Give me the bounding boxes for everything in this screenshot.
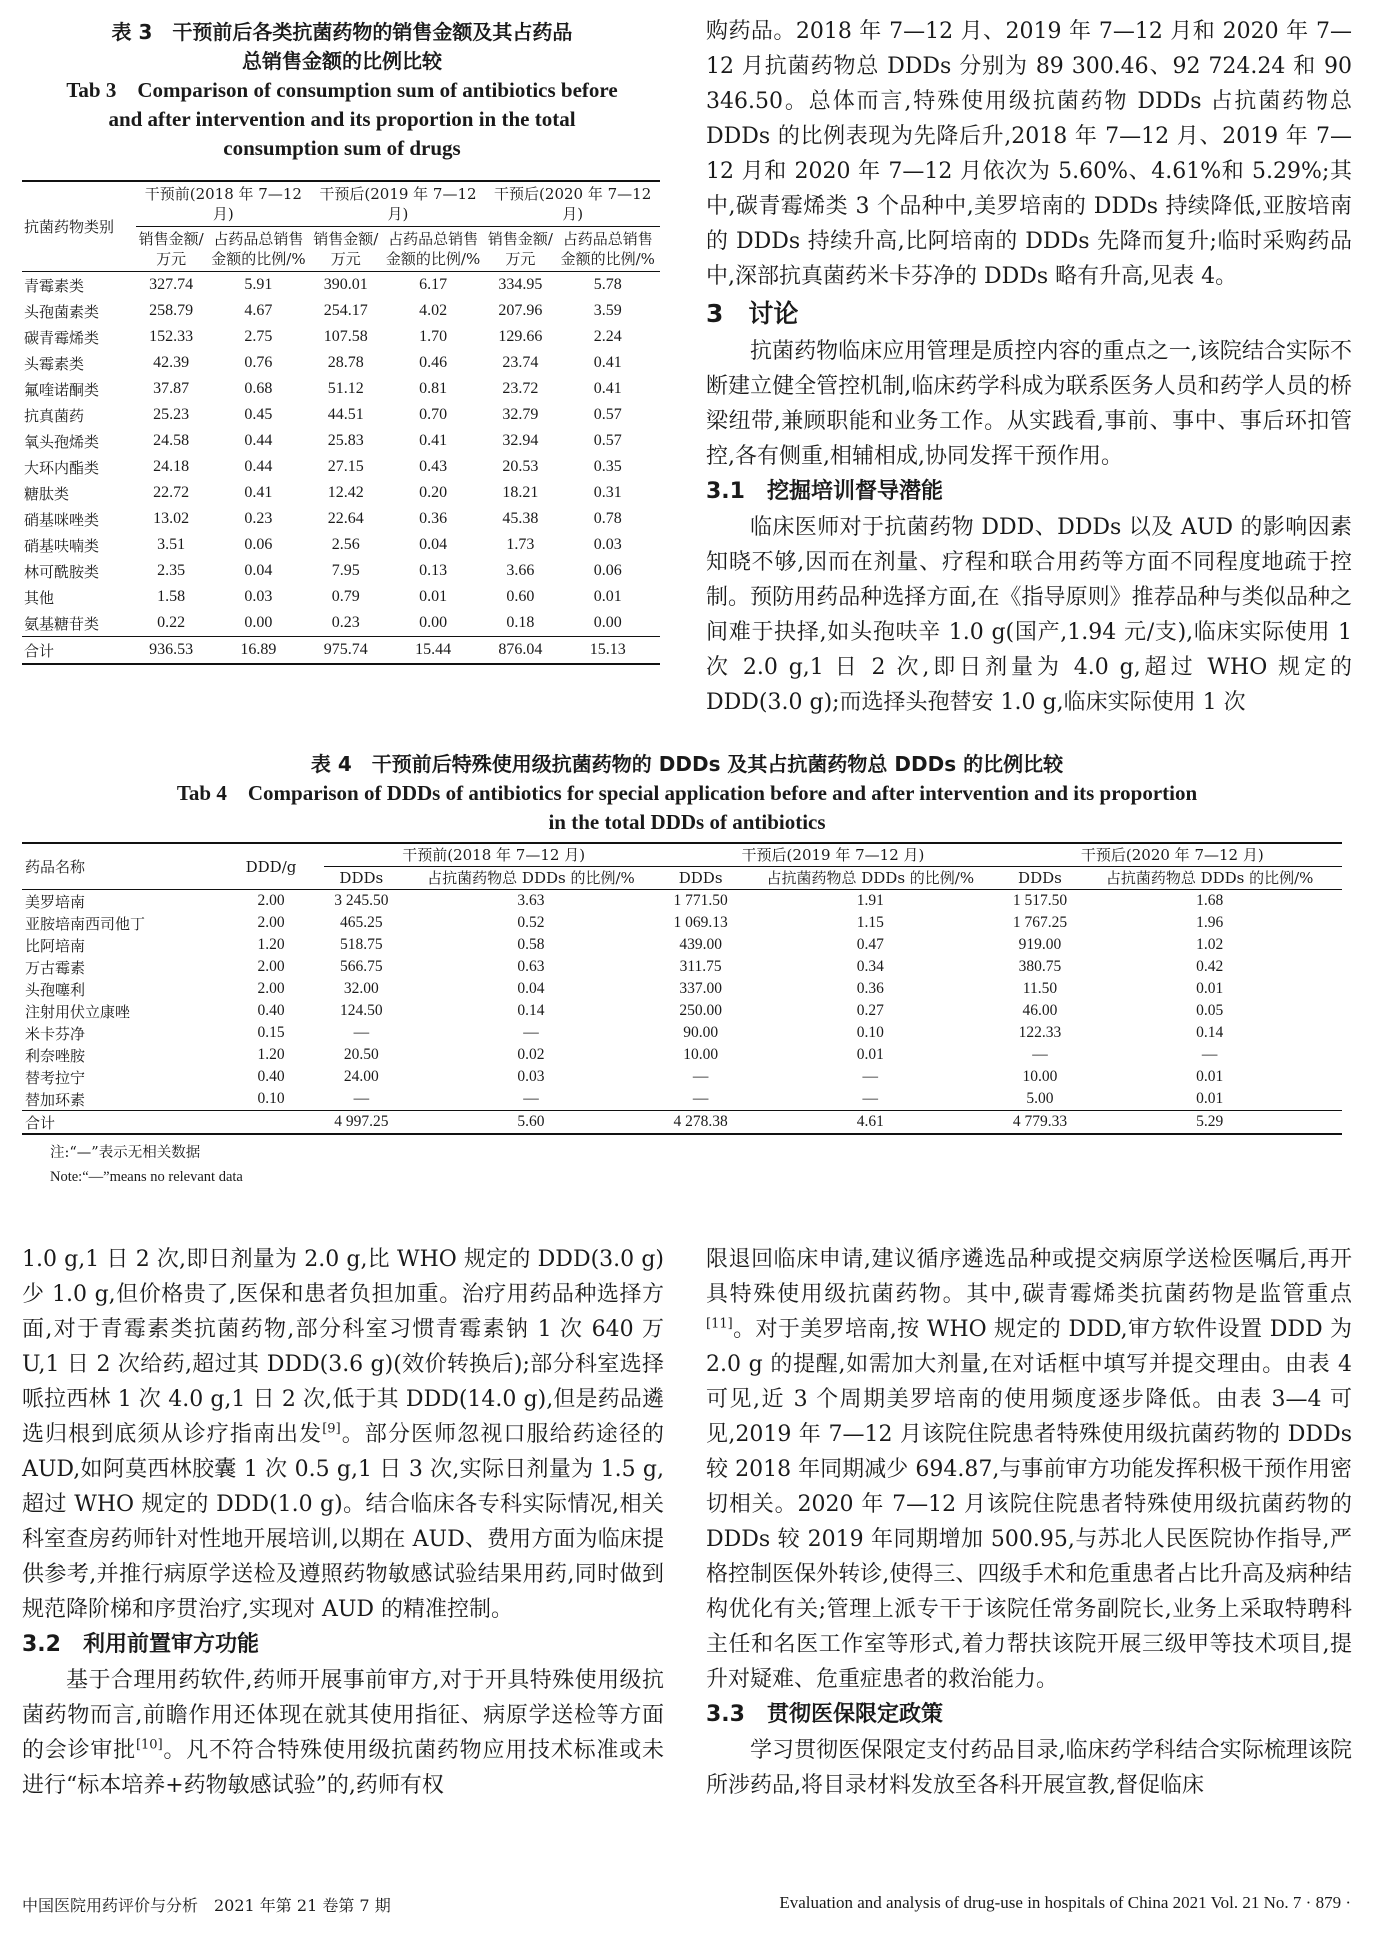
table-row (22, 272, 660, 299)
table-cell: 0.03 (593, 536, 622, 553)
table3-caption (22, 18, 662, 163)
table4-note-zh: 注:“—”表示无相关数据 (50, 1145, 201, 1161)
table-cell: — (523, 1090, 539, 1107)
table3-caption-zh-2: 总销售金额的比例比较 (242, 49, 442, 73)
table-cell: 37.87 (153, 380, 190, 397)
row-label: 注射用伏立康唑 (25, 1002, 131, 1021)
table-cell: 12.42 (327, 484, 364, 501)
row-label: 氟喹诺酮类 (24, 380, 100, 399)
section-heading-3-1: 3.1 挖掘培训督导潜能 (706, 479, 943, 504)
table-cell: 327.74 (149, 276, 194, 293)
table3 (22, 180, 660, 665)
table-cell: 0.46 (419, 354, 448, 371)
table4-header-ratio: 占抗菌药物总 DDDs 的比例/% (1105, 869, 1314, 887)
table-cell: 2.24 (593, 328, 622, 345)
table-cell: 1.02 (1196, 936, 1224, 953)
row-label: 其他 (24, 588, 55, 607)
table-row (22, 480, 660, 506)
row-label: 头霉素类 (24, 354, 85, 373)
row-label: 米卡芬净 (25, 1024, 86, 1043)
table-cell: 124.50 (340, 1002, 383, 1019)
table-cell: 0.70 (419, 406, 448, 423)
table-cell: 11.50 (1022, 980, 1058, 997)
table-cell: — (353, 1024, 370, 1041)
table-cell: 1.15 (856, 914, 884, 931)
table-cell: 0.52 (517, 914, 545, 931)
table-cell: 1.20 (257, 936, 285, 953)
table-cell: 0.44 (244, 432, 273, 449)
table-cell: 23.72 (502, 380, 539, 397)
table-cell: 0.68 (244, 380, 273, 397)
table-cell: 2.35 (157, 562, 186, 579)
table4-header-ratio: 占抗菌药物总 DDDs 的比例/% (427, 869, 635, 887)
table-row (22, 298, 660, 324)
table-cell: 0.04 (517, 980, 545, 997)
row-label: 碳青霉烯类 (24, 328, 100, 347)
table-cell: 32.94 (502, 432, 539, 449)
table3-header-amount: 销售金额/万元 (487, 230, 553, 268)
table-row (22, 428, 660, 454)
paragraph: 临床医师对于抗菌药物 DDD、DDDs 以及 AUD 的影响因素知晓不够,因而在剂量、疗程和联合用药等方面不同程度地疏于控制。预防用药品种选择方面,在《指导原则》推荐品种与类似品种之间难于抉择,如头孢呋辛 1.0 g(国产,1.94 元/支),临床实际使用 1 次 2.0 g,1 日 2 次,即日剂量为 4.0 g,超过 WHO 规定的 DDD(3.0 g);而选择头孢替安 1.0 g,临床实际使用 1 次 (706, 515, 1352, 715)
left-column-bottom (22, 1242, 664, 1803)
table-cell: 5.60 (517, 1113, 545, 1130)
row-label: 合计 (24, 641, 55, 660)
table-cell: 876.04 (498, 641, 543, 658)
table-cell: 1.68 (1196, 892, 1224, 909)
table-cell: 0.57 (593, 432, 622, 449)
table-cell: 975.74 (323, 641, 368, 658)
section-heading-3: 3 讨论 (706, 299, 799, 328)
citation-9[interactable]: [9] (322, 1421, 341, 1437)
table-cell: 24.00 (343, 1068, 379, 1085)
table-row (22, 506, 660, 532)
table3-caption-en-3: consumption sum of drugs (223, 136, 461, 160)
table-cell: 24.18 (153, 458, 190, 475)
table-cell: 90.00 (683, 1024, 719, 1041)
table-cell: 0.06 (593, 562, 622, 579)
table3-caption-en-2: and after intervention and its proportion in the total (108, 107, 576, 131)
table-cell: 0.35 (593, 458, 622, 475)
table-cell: 0.40 (257, 1068, 285, 1085)
table-cell: 0.00 (593, 614, 622, 631)
table-cell: 0.01 (593, 588, 622, 605)
table-cell: — (1201, 1046, 1218, 1063)
paragraph-text: 。凡不符合特殊使用级抗菌药物应用技术标准或未进行“标本培养+药物敏感试验”的,药师有权 (22, 1738, 664, 1798)
table-cell: 0.01 (1196, 980, 1224, 997)
table-cell: 0.31 (593, 484, 622, 501)
table4-header-ratio: 占抗菌药物总 DDDs 的比例/% (766, 869, 975, 887)
table-cell: 2.00 (257, 958, 285, 975)
row-label: 林可酰胺类 (24, 562, 100, 581)
table-row (22, 934, 1342, 956)
table-cell: 390.01 (323, 276, 368, 293)
table-cell: 0.00 (244, 614, 273, 631)
paragraph (22, 1663, 664, 1803)
table3-caption-en-1: Tab 3 Comparison of consumption sum of antibiotics before (66, 78, 618, 102)
table-cell: 6.17 (419, 276, 448, 293)
row-label: 亚胺培南西司他丁 (25, 914, 146, 933)
paragraph: 购药品。2018 年 7—12 月、2019 年 7—12 月和 2020 年 7—12 月抗菌药物总 DDDs 分别为 89 300.46、92 724.24 和 90 346.50。总体而言,特殊使用级抗菌药物 DDDs 占抗菌药物总 DDDs 的比例表现为先降后升,2018 年 7—12 月、2019 年 7—12 月和 2020 年 7—12 月依次为 5.60%、4.61%和 5.29%;其中,碳青霉烯类 3 个品种中,美罗培南的 DDDs 持续降低,亚胺培南的 DDDs 持续升高,比阿培南的 DDDs 先降而复升;临时采购药品中,深部抗真菌药米卡芬净的 DDDs 略有升高,见表 4。 (706, 19, 1352, 289)
table-cell: 0.06 (244, 536, 273, 553)
table-cell: 0.43 (419, 458, 448, 475)
table4-header-period-1: 干预前(2018 年 7—12 月) (324, 843, 663, 867)
table4-header-ddds: DDDs (678, 869, 723, 887)
table-cell: 4 779.33 (1012, 1113, 1068, 1130)
table4 (22, 842, 1342, 1189)
table-cell (218, 1111, 324, 1135)
table-cell: 0.18 (506, 614, 535, 631)
table-cell: 22.64 (327, 510, 364, 527)
table-cell: 250.00 (679, 1002, 722, 1019)
table-cell: 0.14 (517, 1002, 545, 1019)
table-cell: 42.39 (153, 354, 190, 371)
paragraph-text: 限退回临床申请,建议循序遴选品种或提交病原学送检医嘱后,再开具特殊使用级抗菌药物。其中,碳青霉烯类抗菌药物是监管重点 (706, 1247, 1352, 1307)
table-cell: 4.67 (244, 302, 273, 319)
table-row (22, 890, 1342, 913)
table3-header-period-2: 干预后(2019 年 7—12 月) (311, 181, 486, 227)
row-label: 头孢噻利 (25, 980, 86, 999)
paragraph (22, 1242, 664, 1627)
table-cell: 0.40 (257, 1002, 285, 1019)
table-cell: 1.91 (856, 892, 884, 909)
table-cell: 0.47 (856, 936, 884, 953)
table-row (22, 1022, 1342, 1044)
table-cell: 51.12 (327, 380, 364, 397)
table-cell: 0.41 (244, 484, 273, 501)
paragraph-text: 。部分医师忽视口服给药途径的 AUD,如阿莫西林胶囊 1 次 0.5 g,1 日 3 次,实际日剂量为 1.5 g,超过 WHO 规定的 DDD(1.0 g)。结合临床各专科实际情况,相关科室查房药师针对性地开展培训,以期在 AUD、费用方面为临床提供参考,并推行病原学送检及遵照药物敏感试验结果用药,同时做到规范降阶梯和序贯治疗,实现对 AUD 的精准控制。 (22, 1422, 664, 1622)
table-cell: 1 771.50 (673, 892, 728, 909)
table-cell: — (692, 1090, 709, 1107)
table-cell: 15.13 (589, 641, 626, 658)
table-cell: 10.00 (683, 1046, 719, 1063)
table4-header-name: 药品名称 (22, 843, 218, 890)
table-row (22, 558, 660, 584)
table-cell: 2.75 (244, 328, 273, 345)
table-cell: 4.61 (856, 1113, 884, 1130)
table-row (22, 1044, 1342, 1066)
table-cell: 0.22 (157, 614, 186, 631)
paragraph-text: 。对于美罗培南,按 WHO 规定的 DDD,审方软件设置 DDD 为 2.0 g 的提醒,如需加大剂量,在对话框中填写并提交理由。由表 4 可见,近 3 个周期美罗培南的使用频度逐步降低。由表 3—4 可见,2019 年 7—12 月该院住院患者特殊使用级抗菌药物的 DDDs 较 2018 年同期减少 694.87,与事前审方功能发挥积极干预作用密切相关。2020 年 7—12 月该院住院患者特殊使用级抗菌药物的 DDDs 较 2019 年同期增加 500.95,与苏北人民医院协作指导,严格控制医保外转诊,使得三、四级手术和危重患者占比升高及病种结构优化有关;管理上派专干于该院任常务副院长,业务上采取特聘科主任和名医工作室等形式,着力帮扶该院开展三级甲等技术项目,提升对疑难、危重症患者的救治能力。 (706, 1317, 1352, 1692)
table-cell: 24.58 (153, 432, 190, 449)
table-cell: 254.17 (323, 302, 368, 319)
table3-header-ratio: 占药品总销售金额的比例/% (560, 230, 655, 268)
table-cell: 0.57 (593, 406, 622, 423)
row-label: 替考拉宁 (25, 1068, 86, 1087)
table-cell: 566.75 (340, 958, 383, 975)
table-cell: 45.38 (502, 510, 539, 527)
table-cell: 0.76 (244, 354, 273, 371)
table-cell: 5.00 (1026, 1090, 1054, 1107)
table-cell: 0.10 (257, 1090, 285, 1107)
table-cell: 13.02 (153, 510, 190, 527)
citation-11[interactable]: [11] (706, 1316, 733, 1332)
table-cell: 4.02 (419, 302, 448, 319)
row-label: 大环内酯类 (24, 458, 100, 477)
table4-header-ddds: DDDs (339, 869, 384, 887)
table-cell: 0.45 (244, 406, 273, 423)
table-cell: 1.70 (419, 328, 448, 345)
table4-caption-en-1: Tab 4 Comparison of DDDs of antibiotics for special application before and after intervention and its proportion (176, 781, 1198, 805)
table-cell: 23.74 (502, 354, 539, 371)
table-cell: 0.23 (244, 510, 273, 527)
table-cell: 1.20 (257, 1046, 285, 1063)
table-cell: 27.15 (327, 458, 364, 475)
table-cell: 32.00 (343, 980, 379, 997)
section-heading-3-3: 3.3 贯彻医保限定政策 (706, 1702, 943, 1727)
table-row (22, 1088, 1342, 1111)
table-cell: 936.53 (149, 641, 194, 658)
table-cell: 3.63 (517, 892, 545, 909)
table-row (22, 637, 660, 665)
table-cell: 0.27 (856, 1002, 884, 1019)
table-cell: 10.00 (1022, 1068, 1058, 1085)
table-cell: 152.33 (149, 328, 194, 345)
table-cell: 4 278.38 (673, 1113, 728, 1130)
table-cell: — (862, 1090, 879, 1107)
table-cell: 337.00 (679, 980, 722, 997)
table-cell: 15.44 (415, 641, 452, 658)
table-cell: 3 245.50 (334, 892, 389, 909)
row-label: 头孢菌素类 (24, 302, 100, 321)
table-cell: 0.34 (856, 958, 884, 975)
table-cell: 1 767.25 (1012, 914, 1068, 931)
table-row (22, 1111, 1342, 1135)
table-cell: 129.66 (498, 328, 543, 345)
table-cell: 0.63 (517, 958, 545, 975)
table3-header-amount: 销售金额/万元 (313, 230, 379, 268)
table-cell: 20.53 (502, 458, 539, 475)
right-column-top (706, 14, 1352, 720)
row-label: 糖肽类 (24, 484, 70, 503)
table-cell: 465.25 (340, 914, 383, 931)
table-cell: 107.58 (323, 328, 368, 345)
table-cell: 2.56 (331, 536, 360, 553)
table-cell: 518.75 (340, 936, 383, 953)
table-cell: 2.00 (257, 892, 285, 909)
row-label: 抗真菌药 (24, 406, 85, 425)
table-cell: 4 997.25 (334, 1113, 389, 1130)
table-cell: 44.51 (327, 406, 364, 423)
table-row (22, 350, 660, 376)
table-row (22, 1066, 1342, 1088)
table-cell: 0.02 (517, 1046, 545, 1063)
row-label: 氧头孢烯类 (24, 432, 100, 451)
table-cell: 20.50 (343, 1046, 379, 1063)
table-cell: 25.83 (327, 432, 364, 449)
row-label: 美罗培南 (25, 892, 86, 911)
table-row (22, 402, 660, 428)
table-cell: 5.78 (593, 276, 622, 293)
table-cell: 46.00 (1022, 1002, 1058, 1019)
table3-caption-zh-1: 表 3 干预前后各类抗菌药物的销售金额及其占药品 (111, 20, 573, 44)
table-cell: 0.10 (856, 1024, 884, 1041)
table3-header-category: 抗菌药物类别 (22, 181, 136, 272)
table-cell: 0.14 (1196, 1024, 1224, 1041)
row-label: 青霉素类 (24, 276, 85, 295)
table-cell: 0.05 (1196, 1002, 1224, 1019)
row-label: 利奈唑胺 (25, 1046, 86, 1065)
table-cell: 7.95 (331, 562, 360, 579)
table4-header-ddds: DDDs (1018, 869, 1062, 887)
table-cell: 0.44 (244, 458, 273, 475)
table-row (22, 610, 660, 637)
right-column-bottom (706, 1242, 1352, 1803)
citation-10[interactable]: [10] (135, 1737, 163, 1753)
table-cell: 0.81 (419, 380, 448, 397)
table-cell: 3.51 (157, 536, 186, 553)
paragraph-text: 1.0 g,1 日 2 次,即日剂量为 2.0 g,比 WHO 规定的 DDD(3.0 g)少 1.0 g,但价格贵了,医保和患者负担加重。治疗用药品种选择方面,对于青霉素类抗菌药物,部分科室习惯青霉素钠 1 次 640 万 U,1 日 2 次给药,超过其 DDD(3.6 g)(效价转换后);部分科室选择哌拉西林 1 次 4.0 g,1 日 2 次,低于其 DDD(14.0 g),但是药品遴选归根到底须从诊疗指南出发 (22, 1247, 664, 1447)
table-cell: — (523, 1024, 539, 1041)
row-label: 合计 (25, 1113, 56, 1132)
table3-header-period-3: 干预后(2020 年 7—12 月) (485, 181, 660, 227)
table-cell: 3.66 (506, 562, 535, 579)
table-cell: 0.20 (419, 484, 448, 501)
row-label: 硝基呋喃类 (24, 536, 100, 555)
table3-header-ratio: 占药品总销售金额的比例/% (211, 230, 306, 268)
table-cell: 1 517.50 (1012, 892, 1068, 909)
row-label: 比阿培南 (25, 936, 86, 955)
table-cell: 32.79 (502, 406, 539, 423)
table-cell: 18.21 (502, 484, 539, 501)
table-cell: 0.79 (331, 588, 360, 605)
paragraph (706, 1242, 1352, 1697)
row-label: 替加环素 (25, 1090, 86, 1109)
table-cell: 0.60 (506, 588, 535, 605)
table-cell: 0.00 (419, 614, 448, 631)
table-cell: 1.96 (1196, 914, 1224, 931)
table-cell: 0.01 (1196, 1090, 1224, 1107)
table-cell: 25.23 (153, 406, 190, 423)
table-cell: 1.58 (157, 588, 186, 605)
table-cell: 5.29 (1196, 1113, 1224, 1130)
table-cell: 1.73 (506, 536, 535, 553)
footer-journal-en: Evaluation and analysis of drug-use in hospitals of China 2021 Vol. 21 No. 7 · 879 · (779, 1893, 1351, 1912)
table-cell: 380.75 (1018, 958, 1062, 975)
table-row (22, 1000, 1342, 1022)
table3-header-amount: 销售金额/万元 (138, 230, 204, 268)
table4-caption (22, 750, 1352, 837)
table-cell: — (692, 1068, 709, 1085)
paragraph-text: 基于合理用药软件,药师开展事前审方,对于开具特殊使用级抗菌药物而言,前瞻作用还体现在就其使用指征、病原学送检等方面的会诊审批 (22, 1668, 664, 1763)
table-cell: 28.78 (327, 354, 364, 371)
table-row (22, 532, 660, 558)
table-cell: 0.03 (244, 588, 273, 605)
table-cell: 0.41 (593, 354, 622, 371)
table-cell: 311.75 (679, 958, 722, 975)
row-label: 硝基咪唑类 (24, 510, 100, 529)
table-cell: 0.58 (517, 936, 545, 953)
table-cell: 0.15 (257, 1024, 285, 1041)
table-cell: 0.23 (331, 614, 360, 631)
table-cell: 5.91 (244, 276, 273, 293)
table-cell: 0.42 (1196, 958, 1224, 975)
table-cell: 0.04 (419, 536, 448, 553)
table-cell: 0.03 (517, 1068, 545, 1085)
table-cell: — (1032, 1046, 1048, 1063)
table3-header-period-1: 干预前(2018 年 7—12 月) (136, 181, 311, 227)
table-cell: 0.01 (1196, 1068, 1224, 1085)
table3-header-ratio: 占药品总销售金额的比例/% (385, 230, 481, 268)
table4-header-period-3: 干预后(2020 年 7—12 月) (1003, 843, 1342, 867)
row-label: 万古霉素 (25, 958, 86, 977)
paragraph: 学习贯彻医保限定支付药品目录,临床药学科结合实际梳理该院所涉药品,将目录材料发放至各科开展宣教,督促临床 (706, 1738, 1352, 1798)
footer-journal-zh: 中国医院用药评价与分析 2021 年第 21 卷第 7 期 (22, 1896, 391, 1915)
table-cell: 1 069.13 (673, 914, 728, 931)
table4-header-period-2: 干预后(2019 年 7—12 月) (663, 843, 1002, 867)
table-row (22, 978, 1342, 1000)
table-cell: 2.00 (257, 980, 285, 997)
table-cell: 16.89 (240, 641, 277, 658)
row-label: 氨基糖苷类 (24, 614, 100, 633)
table-row (22, 956, 1342, 978)
table-row (22, 454, 660, 480)
table-cell: 0.04 (244, 562, 273, 579)
table-cell: 258.79 (149, 302, 194, 319)
table-row (22, 912, 1342, 934)
table-cell: 0.36 (419, 510, 448, 527)
table-cell: 0.13 (419, 562, 448, 579)
table4-caption-en-2: in the total DDDs of antibiotics (548, 810, 826, 834)
table4-header-ddd: DDD/g (218, 843, 324, 890)
table-cell: 0.41 (593, 380, 622, 397)
table-cell: 2.00 (257, 914, 285, 931)
table-cell: 334.95 (498, 276, 543, 293)
table4-caption-zh: 表 4 干预前后特殊使用级抗菌药物的 DDDs 及其占抗菌药物总 DDDs 的比例比较 (310, 752, 1064, 776)
table-row (22, 584, 660, 610)
table-cell: 22.72 (153, 484, 190, 501)
table-cell: — (353, 1090, 370, 1107)
table-cell: 439.00 (679, 936, 722, 953)
table-cell: 122.33 (1018, 1024, 1062, 1041)
table-cell: 919.00 (1018, 936, 1062, 953)
table-cell: 207.96 (498, 302, 543, 319)
table-row (22, 376, 660, 402)
table-cell: 0.36 (856, 980, 884, 997)
table-cell: — (862, 1068, 879, 1085)
section-heading-3-2: 3.2 利用前置审方功能 (22, 1632, 259, 1657)
paragraph: 抗菌药物临床应用管理是质控内容的重点之一,该院结合实际不断建立健全管控机制,临床药学科成为联系医务人员和药学人员的桥梁纽带,兼顾职能和业务工作。从实践看,事前、事中、事后环扣管控,各有侧重,相辅相成,协同发挥干预作用。 (706, 339, 1352, 469)
table-cell: 0.41 (419, 432, 448, 449)
table-row (22, 324, 660, 350)
table-cell: 0.01 (856, 1046, 884, 1063)
table-cell: 0.78 (593, 510, 622, 527)
table4-note-en: Note:“—”means no relevant data (50, 1169, 243, 1185)
table-cell: 3.59 (593, 302, 622, 319)
table-cell: 0.01 (419, 588, 448, 605)
